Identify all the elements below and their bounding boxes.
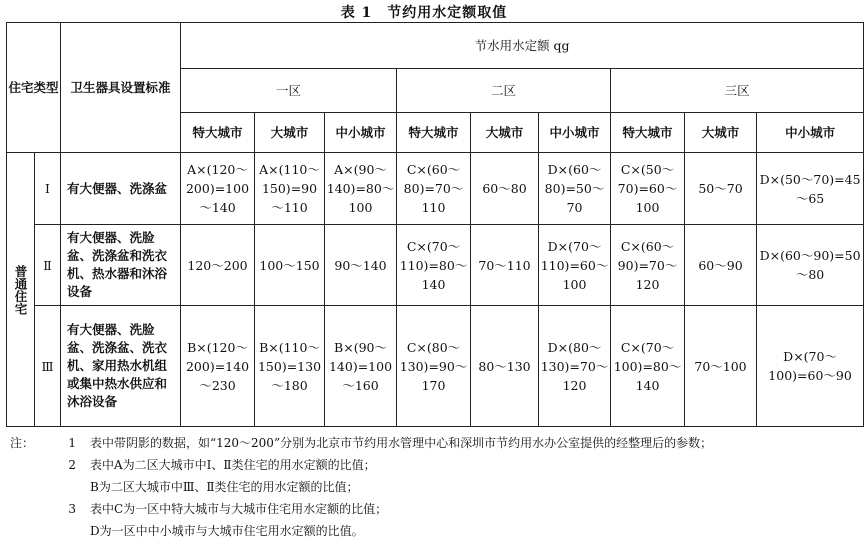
table-cell: D×(60～90)=50～80 (757, 225, 864, 306)
header-quota: 节水用水定额 qg (181, 23, 864, 69)
note-item (10, 432, 844, 454)
header-city-size: 大城市 (685, 113, 757, 153)
note-text: B为二区大城市中Ⅲ、Ⅱ类住宅的用水定额的比值； (90, 480, 359, 494)
note-item (10, 498, 844, 520)
note-number: 1 (68, 436, 76, 450)
table-cell: C×(60～80)=70～110 (397, 153, 471, 225)
header-city-size: 中小城市 (539, 113, 611, 153)
table-row (7, 153, 864, 225)
row-type: Ⅱ (35, 225, 61, 306)
table-cell: B×(90～140)=100～160 (325, 306, 397, 427)
table-cell: 70～110 (471, 225, 539, 306)
table-cell: 120～200 (181, 225, 255, 306)
header-zone-2: 二区 (397, 69, 611, 113)
note-text: 表中C为一区中特大城市与大城市住宅用水定额的比值； (90, 502, 388, 516)
note-number: 2 (68, 458, 76, 472)
header-fixture-standard: 卫生器具设置标准 (61, 23, 181, 153)
table-cell: D×(70～100)=60～90 (757, 306, 864, 427)
table-title: 表 1 节约用水定额取值 (340, 5, 508, 21)
table-cell: D×(60～80)=50～70 (539, 153, 611, 225)
table-cell: 50～70 (685, 153, 757, 225)
table-cell: B×(120～200)=140～230 (181, 306, 255, 427)
header-city-size: 大城市 (471, 113, 539, 153)
table-cell: D×(70～110)=60～100 (539, 225, 611, 306)
table-cell: D×(50～70)=45～65 (757, 153, 864, 225)
table-cell: A×(110～150)=90～110 (255, 153, 325, 225)
water-quota-table (6, 22, 864, 427)
table-row (7, 306, 864, 427)
note-continuation (10, 476, 844, 498)
note-continuation (10, 520, 844, 542)
header-city-size: 中小城市 (325, 113, 397, 153)
table-cell: 70～100 (685, 306, 757, 427)
note-text: 表中带阴影的数据，如“120～200”分别为北京市节约用水管理中心和深圳市节约用水办公室提供的经整理后的参数； (90, 436, 713, 450)
table-cell: C×(70～100)=80～140 (611, 306, 685, 427)
header-housing-type: 住宅类型 (7, 23, 61, 153)
notes-lead: 注： (10, 436, 35, 450)
table-cell: A×(90～140)=80～100 (325, 153, 397, 225)
header-city-size: 特大城市 (611, 113, 685, 153)
header-city-size: 中小城市 (757, 113, 864, 153)
note-text: 表中A为二区大城市中Ⅰ、Ⅱ类住宅的用水定额的比值； (90, 458, 376, 472)
row-fixture: 有大便器、洗脸盆、洗涤盆、洗衣机、家用热水机组或集中热水供应和沐浴设备 (61, 306, 181, 427)
category-label: 普通住宅 (7, 153, 35, 427)
note-item (10, 454, 844, 476)
table-cell: 80～130 (471, 306, 539, 427)
table-cell: 100～150 (255, 225, 325, 306)
table-cell: C×(70～110)=80～140 (397, 225, 471, 306)
table-cell: C×(60～90)=70～120 (611, 225, 685, 306)
header-zone-1: 一区 (181, 69, 397, 113)
footnotes (10, 432, 844, 542)
table-cell: B×(110～150)=130～180 (255, 306, 325, 427)
row-type: Ⅲ (35, 306, 61, 427)
table-row (7, 225, 864, 306)
note-text: D为一区中中小城市与大城市住宅用水定额的比值。 (90, 524, 364, 538)
row-fixture: 有大便器、洗脸盆、洗涤盆和洗衣机、热水器和沐浴设备 (61, 225, 181, 306)
table-cell: 60～80 (471, 153, 539, 225)
table-cell: D×(80～130)=70～120 (539, 306, 611, 427)
note-number: 3 (68, 502, 76, 516)
header-zone-3: 三区 (611, 69, 864, 113)
header-city-size: 大城市 (255, 113, 325, 153)
table-cell: 90～140 (325, 225, 397, 306)
row-fixture: 有大便器、洗涤盆 (61, 153, 181, 225)
table-cell: C×(50～70)=60～100 (611, 153, 685, 225)
table-cell: 60～90 (685, 225, 757, 306)
header-city-size: 特大城市 (181, 113, 255, 153)
header-city-size: 特大城市 (397, 113, 471, 153)
table-cell: C×(80～130)=90～170 (397, 306, 471, 427)
table-cell: A×(120～200)=100～140 (181, 153, 255, 225)
row-type: Ⅰ (35, 153, 61, 225)
